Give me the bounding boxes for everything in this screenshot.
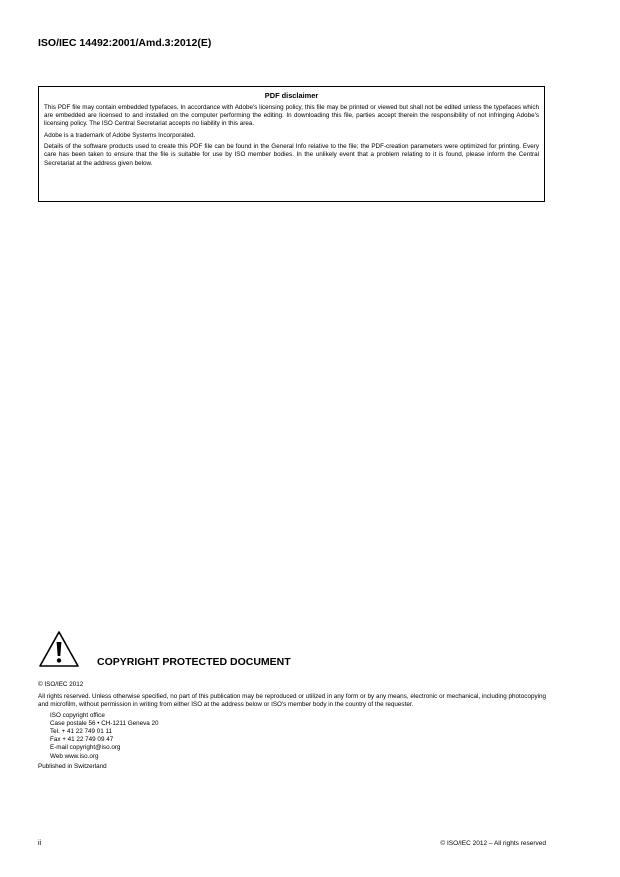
disclaimer-paragraph: Adobe is a trademark of Adobe Systems Incorporated. xyxy=(44,131,196,139)
address-line: Web www.iso.org xyxy=(50,752,99,760)
copyright-address xyxy=(50,712,546,761)
document-id: ISO/IEC 14492:2001/Amd.3:2012(E) xyxy=(38,37,212,49)
copyright-block xyxy=(38,681,546,771)
copyright-rights: All rights reserved. Unless otherwise specified, no part of this publication may be reproduced or utilized in any form or by any means, electronic or mechanical, including photocopying and microfilm, without permission in writing from either ISO at the address below or ISO's member body in the country of the requester. xyxy=(38,692,546,708)
address-line: Case postale 56 • CH-1211 Geneva 20 xyxy=(50,719,159,727)
published-in: Published in Switzerland xyxy=(38,762,107,770)
pdf-disclaimer-box xyxy=(38,86,545,202)
address-line: E-mail copyright@iso.org xyxy=(50,744,121,752)
copyright-notice: © ISO/IEC 2012 xyxy=(38,681,84,688)
disclaimer-paragraph: Details of the software products used to create this PDF file can be found in the General Info relative to the file; the PDF-creation parameters were optimized for printing. Every care has been taken to ensure that the file is suitable for use by ISO member bodies. In the unlikely event that a problem relating to it is found, please inform the Central Secretariat at the address given below. xyxy=(44,143,539,167)
disclaimer-paragraph: This PDF file may contain embedded typefaces. In accordance with Adobe's licensing policy, this file may be printed or viewed but shall not be edited unless the typefaces which are embedded are licensed to and installed on the computer performing the editing. In downloading this file, parties accept therein the responsibility of not infringing Adobe's licensing policy. The ISO Central Secretariat accepts no liability in this area. xyxy=(44,104,539,128)
address-line: Fax + 41 22 749 09 47 xyxy=(50,736,114,744)
disclaimer-title: PDF disclaimer xyxy=(264,91,319,100)
page-number: ii xyxy=(38,840,42,847)
address-line: Tel. + 41 22 749 01 11 xyxy=(50,727,113,735)
address-line: ISO copyright office xyxy=(50,711,105,719)
copyright-title: COPYRIGHT PROTECTED DOCUMENT xyxy=(97,656,291,668)
warning-triangle-icon xyxy=(38,630,80,668)
footer-rights: © ISO/IEC 2012 – All rights reserved xyxy=(440,840,546,847)
